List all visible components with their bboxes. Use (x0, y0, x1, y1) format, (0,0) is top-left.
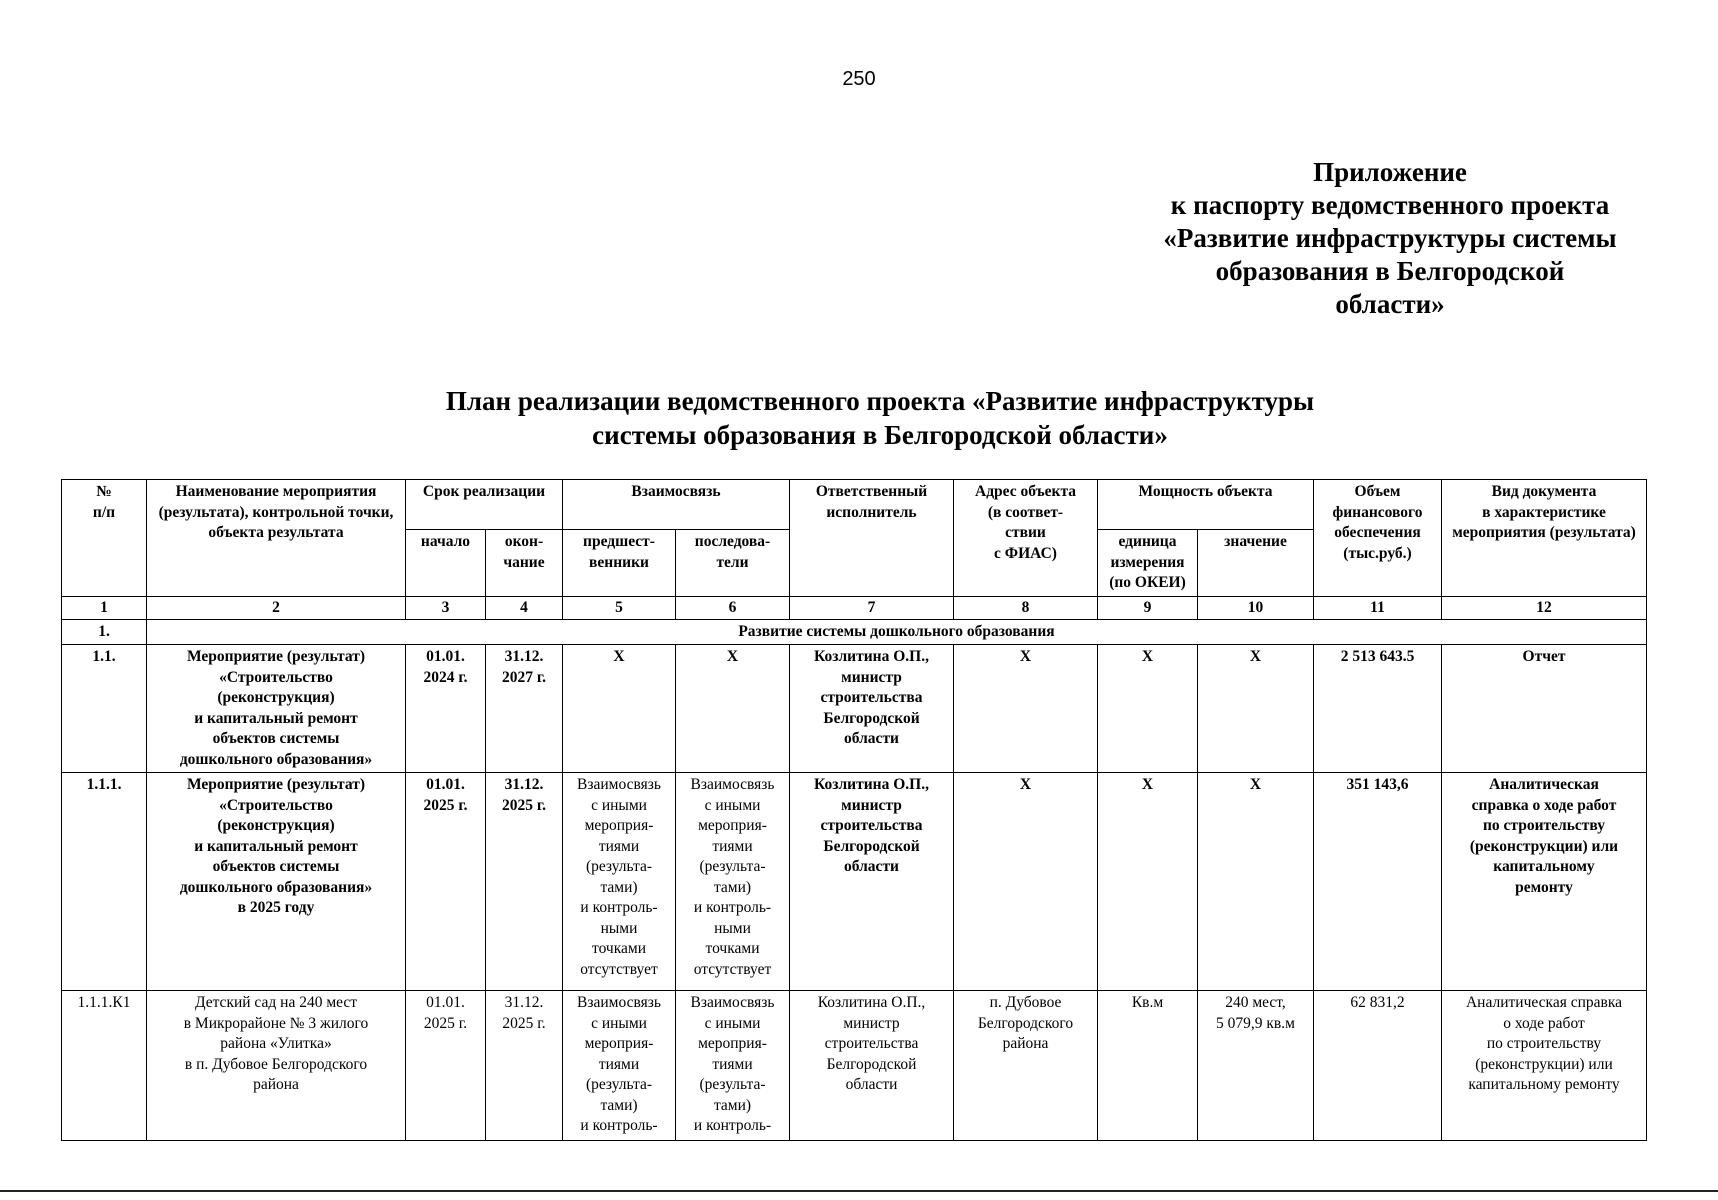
row-name: Детский сад на 240 мест в Микрорайоне № 3 жилого района «Улитка» в п. Дубовое Белгородского района (147, 991, 406, 1141)
appendix-line: образования в Белгородской (1215, 256, 1565, 286)
row-end: 31.12. 2027 г. (486, 645, 563, 773)
appendix-line: к паспорту ведомственного проекта (1170, 190, 1610, 220)
section-num: 1. (62, 619, 147, 645)
table-row (62, 645, 1647, 773)
row-unit: Х (1098, 773, 1198, 991)
header-rel-prev: предшест- венники (563, 530, 676, 597)
page-bottom-border (0, 1190, 1718, 1192)
row-next: Взаимосвязь с иными мероприя- тиями (результа- тами) и контроль- ными точками отсутствует (676, 773, 790, 991)
column-number: 4 (486, 596, 563, 619)
row-address: Х (954, 645, 1098, 773)
row-name: Мероприятие (результат) «Строительство (реконструкция) и капитальный ремонт объектов системы дошкольного образования» в 2025 году (147, 773, 406, 991)
column-number: 1 (62, 596, 147, 619)
row-num: 1.1. (62, 645, 147, 773)
row-prev: Взаимосвязь с иными мероприя- тиями (результа- тами) и контроль- (563, 991, 676, 1141)
table-row (62, 773, 1647, 991)
row-finance: 351 143,6 (1314, 773, 1442, 991)
row-executor: Козлитина О.П., министр строительства Белгородской области (790, 991, 954, 1141)
row-finance: 2 513 643.5 (1314, 645, 1442, 773)
column-number-row (62, 596, 1647, 619)
column-number: 8 (954, 596, 1098, 619)
section-row (62, 619, 1647, 645)
header-cap-value: значение (1198, 530, 1314, 597)
appendix-line: области» (1335, 289, 1445, 319)
row-prev: Взаимосвязь с иными мероприя- тиями (результа- тами) и контроль- ными точками отсутствует (563, 773, 676, 991)
column-number: 5 (563, 596, 676, 619)
row-num: 1.1.1.К1 (62, 991, 147, 1141)
row-start: 01.01. 2024 г. (406, 645, 486, 773)
column-number: 2 (147, 596, 406, 619)
column-number: 11 (1314, 596, 1442, 619)
row-value: Х (1198, 773, 1314, 991)
column-number: 9 (1098, 596, 1198, 619)
column-number: 10 (1198, 596, 1314, 619)
header-term-start: начало (406, 530, 486, 597)
header-address: Адрес объекта (в соответ- ствии с ФИАС) (954, 480, 1098, 597)
column-number: 3 (406, 596, 486, 619)
row-unit: Х (1098, 645, 1198, 773)
header-cap-unit: единица измерения (по ОКЕИ) (1098, 530, 1198, 597)
column-number: 12 (1442, 596, 1647, 619)
appendix-line: Приложение (1313, 157, 1467, 187)
row-name: Мероприятие (результат) «Строительство (реконструкция) и капитальный ремонт объектов системы дошкольного образования» (147, 645, 406, 773)
row-prev: Х (563, 645, 676, 773)
row-end: 31.12. 2025 г. (486, 991, 563, 1141)
page-number: 250 (842, 68, 876, 90)
row-document: Аналитическая справка о ходе работ по строительству (реконструкции) или капитальному ремонту (1442, 991, 1647, 1141)
row-unit: Кв.м (1098, 991, 1198, 1141)
row-next: Взаимосвязь с иными мероприя- тиями (результа- тами) и контроль- (676, 991, 790, 1141)
appendix-heading (1130, 156, 1650, 321)
row-start: 01.01. 2025 г. (406, 991, 486, 1141)
column-number: 6 (676, 596, 790, 619)
plan-title-line: системы образования в Белгородской области» (592, 420, 1168, 450)
row-address: Х (954, 773, 1098, 991)
column-number: 7 (790, 596, 954, 619)
row-finance: 62 831,2 (1314, 991, 1442, 1141)
implementation-plan-table (61, 479, 1647, 1141)
header-term-end: окон- чание (486, 530, 563, 597)
row-value: Х (1198, 645, 1314, 773)
row-next: Х (676, 645, 790, 773)
header-name: Наименование мероприятия (результата), контрольной точки, объекта результата (147, 480, 406, 597)
row-document: Аналитическая справка о ходе работ по строительству (реконструкции) или капитальному ремонту (1442, 773, 1647, 991)
appendix-line: «Развитие инфраструктуры системы (1163, 223, 1617, 253)
header-relation: Взаимосвязь (563, 480, 790, 530)
header-finance: Объем финансового обеспечения (тыс.руб.) (1314, 480, 1442, 597)
plan-title (0, 384, 1718, 452)
header-num: № п/п (62, 480, 147, 597)
row-executor: Козлитина О.П., министр строительства Белгородской области (790, 773, 954, 991)
row-executor: Козлитина О.П., министр строительства Белгородской области (790, 645, 954, 773)
section-title: Развитие системы дошкольного образования (147, 619, 1647, 645)
row-end: 31.12. 2025 г. (486, 773, 563, 991)
row-start: 01.01. 2025 г. (406, 773, 486, 991)
table-row (62, 991, 1647, 1141)
header-row (62, 480, 1647, 530)
header-capacity: Мощность объекта (1098, 480, 1314, 530)
row-address: п. Дубовое Белгородского района (954, 991, 1098, 1141)
row-document: Отчет (1442, 645, 1647, 773)
plan-title-line: План реализации ведомственного проекта «Развитие инфраструктуры (445, 386, 1315, 416)
header-term: Срок реализации (406, 480, 563, 530)
row-num: 1.1.1. (62, 773, 147, 991)
header-rel-next: последова- тели (676, 530, 790, 597)
header-document: Вид документа в характеристике мероприятия (результата) (1442, 480, 1647, 597)
header-executor: Ответственный исполнитель (790, 480, 954, 597)
row-value: 240 мест, 5 079,9 кв.м (1198, 991, 1314, 1141)
